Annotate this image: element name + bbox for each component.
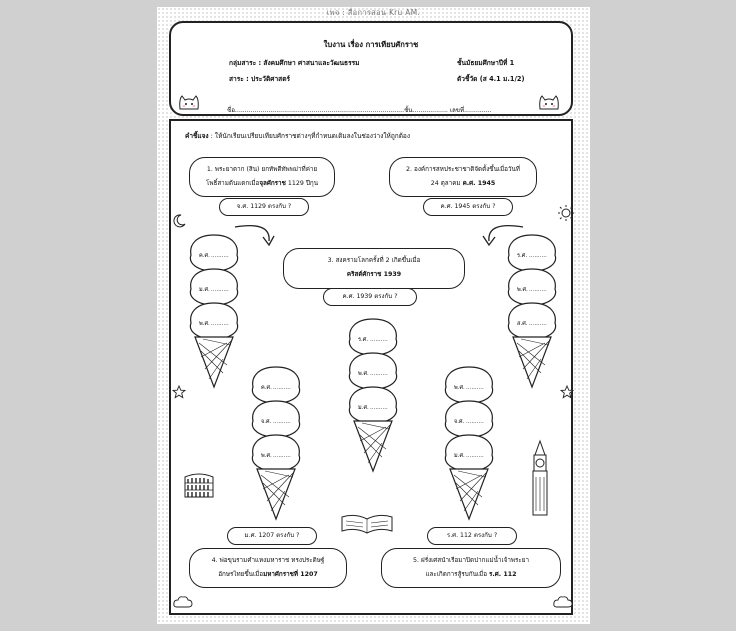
question-3-ask: ค.ศ. 1939 ตรงกับ ? bbox=[323, 288, 417, 306]
indicator: ตัวชี้วัด (ส 4.1 ม.1/2) bbox=[457, 75, 525, 83]
scoop bbox=[349, 319, 396, 355]
question-5-bubble bbox=[381, 548, 561, 588]
worksheet-title: ใบงาน เรื่อง การเทียบศักราช bbox=[323, 40, 419, 49]
cat-icon bbox=[177, 93, 201, 111]
svg-text:..........: .......... bbox=[529, 321, 547, 327]
scoop-label: ส.ศ. bbox=[517, 321, 528, 327]
question-2-line1: 2. องค์การสหประชาชาติจัดตั้งขึ้นเมื่อวันที่ bbox=[406, 166, 520, 173]
svg-text:..........: .......... bbox=[370, 337, 388, 343]
scoop bbox=[252, 435, 299, 471]
question-4-line2: อักษรไทยขึ้นเมื่อ bbox=[218, 571, 264, 578]
scoop bbox=[508, 303, 555, 339]
svg-text:..........: .......... bbox=[370, 371, 388, 377]
question-4-ask: ม.ศ. 1207 ตรงกับ ? bbox=[227, 527, 317, 545]
question-1-tail: 1129 ปีกุน bbox=[285, 180, 319, 187]
question-2-era: ค.ศ. 1945 bbox=[462, 180, 496, 187]
worksheet-body bbox=[169, 119, 573, 615]
question-3-bubble bbox=[283, 248, 465, 289]
scoop-label: ร.ศ. bbox=[358, 337, 369, 343]
scoop bbox=[349, 353, 396, 389]
svg-text:..........: .......... bbox=[273, 419, 291, 425]
svg-text:..........: .......... bbox=[466, 385, 484, 391]
scoop bbox=[508, 235, 555, 271]
question-1-line2: โพธิ์สามต้นแตกเมื่อ bbox=[205, 180, 260, 187]
scoop bbox=[190, 269, 237, 305]
scoop bbox=[252, 367, 299, 403]
question-1-bubble bbox=[189, 157, 335, 197]
scoop-label: ค.ศ. bbox=[199, 253, 210, 259]
question-2-bubble bbox=[389, 157, 537, 197]
scoop-label: ร.ศ. bbox=[517, 253, 528, 259]
star-icon bbox=[560, 385, 574, 399]
sun-icon bbox=[558, 205, 574, 221]
svg-text:..........: .......... bbox=[466, 453, 484, 459]
svg-text:..........: .......... bbox=[370, 405, 388, 411]
question-4-bubble bbox=[189, 548, 347, 588]
svg-text:..........: .......... bbox=[211, 287, 229, 293]
question-5-line1: 5. ฝรั่งเศสนำเรือมาปิดปากแม่น้ำเจ้าพระยา bbox=[413, 557, 529, 564]
scoop bbox=[190, 235, 237, 271]
ice-cream-cone-5 bbox=[442, 365, 496, 521]
scoop bbox=[445, 401, 492, 437]
scoop-label: จ.ศ. bbox=[261, 419, 272, 425]
scoop-label: พ.ศ. bbox=[517, 287, 528, 293]
question-1-era: จุลศักราช bbox=[259, 180, 286, 187]
subject-strand: สาระ : ประวัติศาสตร์ bbox=[229, 75, 291, 83]
scoop-label: พ.ศ. bbox=[358, 371, 369, 377]
instruction-text: : ให้นักเรียนเปรียบเทียบศักราชต่างๆที่กำหนดเติมลงในช่องว่างให้ถูกต้อง bbox=[208, 132, 410, 140]
grade-level: ชั้นมัธยมศึกษาปีที่ 1 bbox=[457, 59, 515, 67]
cloud-icon bbox=[553, 595, 573, 609]
question-3-era: คริสต์ศักราช 1939 bbox=[346, 271, 402, 278]
scoop-label: ค.ศ. bbox=[261, 385, 272, 391]
ice-cream-cone-1 bbox=[187, 233, 241, 389]
scoop bbox=[190, 303, 237, 339]
question-5-ask: ร.ศ. 112 ตรงกับ ? bbox=[427, 527, 517, 545]
svg-text:..........: .......... bbox=[273, 453, 291, 459]
instruction-label: คำชี้แจง bbox=[185, 132, 209, 140]
colosseum-icon bbox=[183, 469, 215, 499]
scoop bbox=[252, 401, 299, 437]
star-icon bbox=[172, 385, 186, 399]
question-4-era: มหาศักราชที่ 1207 bbox=[263, 571, 318, 578]
subject-group: กลุ่มสาระ : สังคมศึกษา ศาสนาและวัฒนธรรม bbox=[229, 59, 360, 67]
scoop bbox=[445, 367, 492, 403]
question-3-line1: 3. สงครามโลกครั้งที่ 2 เกิดขึ้นเมื่อ bbox=[327, 257, 421, 264]
question-4-line1: 4. พ่อขุนรามคำแหงมหาราช ทรงประดิษฐ์ bbox=[211, 557, 325, 564]
moon-icon bbox=[171, 213, 187, 229]
ice-cream-cone-2 bbox=[505, 233, 559, 389]
svg-text:..........: .......... bbox=[273, 385, 291, 391]
scoop-label: ม.ศ. bbox=[358, 405, 369, 411]
big-ben-icon bbox=[527, 439, 553, 517]
name-fill-line: ชื่อ......................................................................................ชั้น.................. เลขที่.............. bbox=[227, 107, 492, 114]
question-5-era: ร.ศ. 112 bbox=[489, 571, 517, 578]
scoop-label: พ.ศ. bbox=[199, 321, 210, 327]
scoop-label: พ.ศ. bbox=[261, 453, 272, 459]
svg-text:..........: .......... bbox=[211, 253, 229, 259]
svg-text:..........: .......... bbox=[211, 321, 229, 327]
question-5-line2: และเกิดการสู้รบกันเมื่อ bbox=[425, 571, 489, 578]
svg-text:..........: .......... bbox=[466, 419, 484, 425]
ice-cream-cone-3 bbox=[346, 317, 400, 473]
svg-text:..........: .......... bbox=[529, 287, 547, 293]
ice-cream-cone-4 bbox=[249, 365, 303, 521]
instruction bbox=[185, 131, 410, 141]
scoop bbox=[445, 435, 492, 471]
open-book-icon bbox=[339, 513, 395, 535]
scoop-label: ม.ศ. bbox=[454, 453, 465, 459]
scoop-label: ม.ศ. bbox=[199, 287, 210, 293]
question-2-ask: ค.ศ. 1945 ตรงกับ ? bbox=[423, 198, 513, 216]
question-1-ask: จ.ศ. 1129 ตรงกับ ? bbox=[219, 198, 309, 216]
svg-text:..........: .......... bbox=[529, 253, 547, 259]
question-1-line1: 1. พระยาตาก (สิน) ยกทัพตีทัพพม่าที่ค่าย bbox=[206, 166, 318, 173]
scoop bbox=[349, 387, 396, 423]
scoop bbox=[508, 269, 555, 305]
scoop-label: พ.ศ. bbox=[454, 385, 465, 391]
cat-icon bbox=[537, 93, 561, 111]
worksheet-header bbox=[169, 21, 573, 116]
scoop-label: จ.ศ. bbox=[454, 419, 465, 425]
question-2-line2: 24 ตุลาคม bbox=[430, 180, 463, 187]
cloud-icon bbox=[173, 595, 193, 609]
page-credit: เพจ : สื่อการสอน Kru AM. bbox=[326, 8, 421, 17]
worksheet-page bbox=[157, 7, 590, 624]
